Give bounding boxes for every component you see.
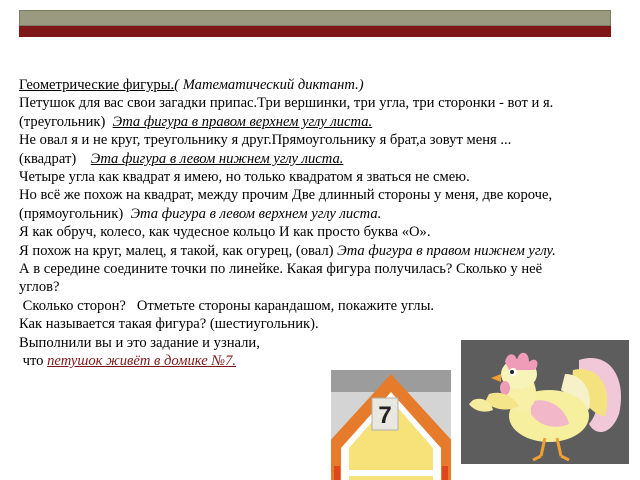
title-subtitle: ( Математический диктант.) <box>174 77 364 93</box>
rooster-illustration <box>461 340 629 464</box>
riddle-oval-line <box>19 242 619 260</box>
title-line <box>19 76 619 94</box>
answer-square: (квадрат) <box>19 150 77 167</box>
answer-rectangle: (прямоугольник) <box>19 205 124 222</box>
answer-rectangle-line <box>19 205 619 223</box>
hint-rectangle: Эта фигура в левом верхнем углу листа. <box>130 205 382 222</box>
house-number-label: 7 <box>378 402 392 429</box>
rooster-image <box>461 340 629 464</box>
riddle-rectangle-2: Но всё же похож на квадрат, между прочим Две длинный стороны у меня, две короче, <box>19 187 553 204</box>
house-number-image <box>331 370 451 480</box>
riddle-oval: Я похож на круг, малец, я такой, как огурец, (овал) <box>19 242 334 259</box>
riddle-square: Не овал я и не круг, треугольнику я друг.Прямоугольнику я брат,а зовут меня ... <box>19 132 512 149</box>
header-bar-olive <box>19 10 611 26</box>
task-hexagon-3: Сколько сторон? Отметьте стороны карандашом, покажите углы. <box>19 297 435 314</box>
conclusion-link[interactable]: петушок живёт в домике №7. <box>47 353 237 370</box>
answer-square-line <box>19 150 619 168</box>
riddle-circle: Я как обруч, колесо, как чудесное кольцо И как просто буква «О». <box>19 224 431 241</box>
answer-triangle-line <box>19 113 619 131</box>
answer-triangle: (треугольник) <box>19 113 106 130</box>
header-bar-maroon <box>19 26 611 37</box>
conclusion-prefix: что <box>19 353 48 370</box>
task-hexagon-4: Как называется такая фигура? (шестиугольник). <box>19 316 319 333</box>
task-hexagon-1: А в середине соедините точки по линейке. Какая фигура получилась? Сколько у неё <box>19 261 543 278</box>
dictation-text <box>19 76 619 371</box>
riddle-rectangle-1: Четыре угла как квадрат я имею, но только квадратом я зваться не смею. <box>19 169 470 186</box>
conclusion-1: Выполнили вы и это задание и узнали, <box>19 334 260 351</box>
hint-oval: Эта фигура в правом нижнем углу. <box>337 242 556 259</box>
house-illustration <box>331 370 451 480</box>
riddle-triangle: Петушок для вас свои загадки припас.Три вершинки, три угла, три сторонки - вот и я. <box>19 95 554 112</box>
hint-triangle: Эта фигура в правом верхнем углу листа. <box>112 113 373 130</box>
title-link[interactable]: Геометрические фигуры. <box>19 77 175 93</box>
hint-square: Эта фигура в левом нижнем углу листа. <box>90 150 344 167</box>
task-hexagon-2: углов? <box>19 279 60 296</box>
